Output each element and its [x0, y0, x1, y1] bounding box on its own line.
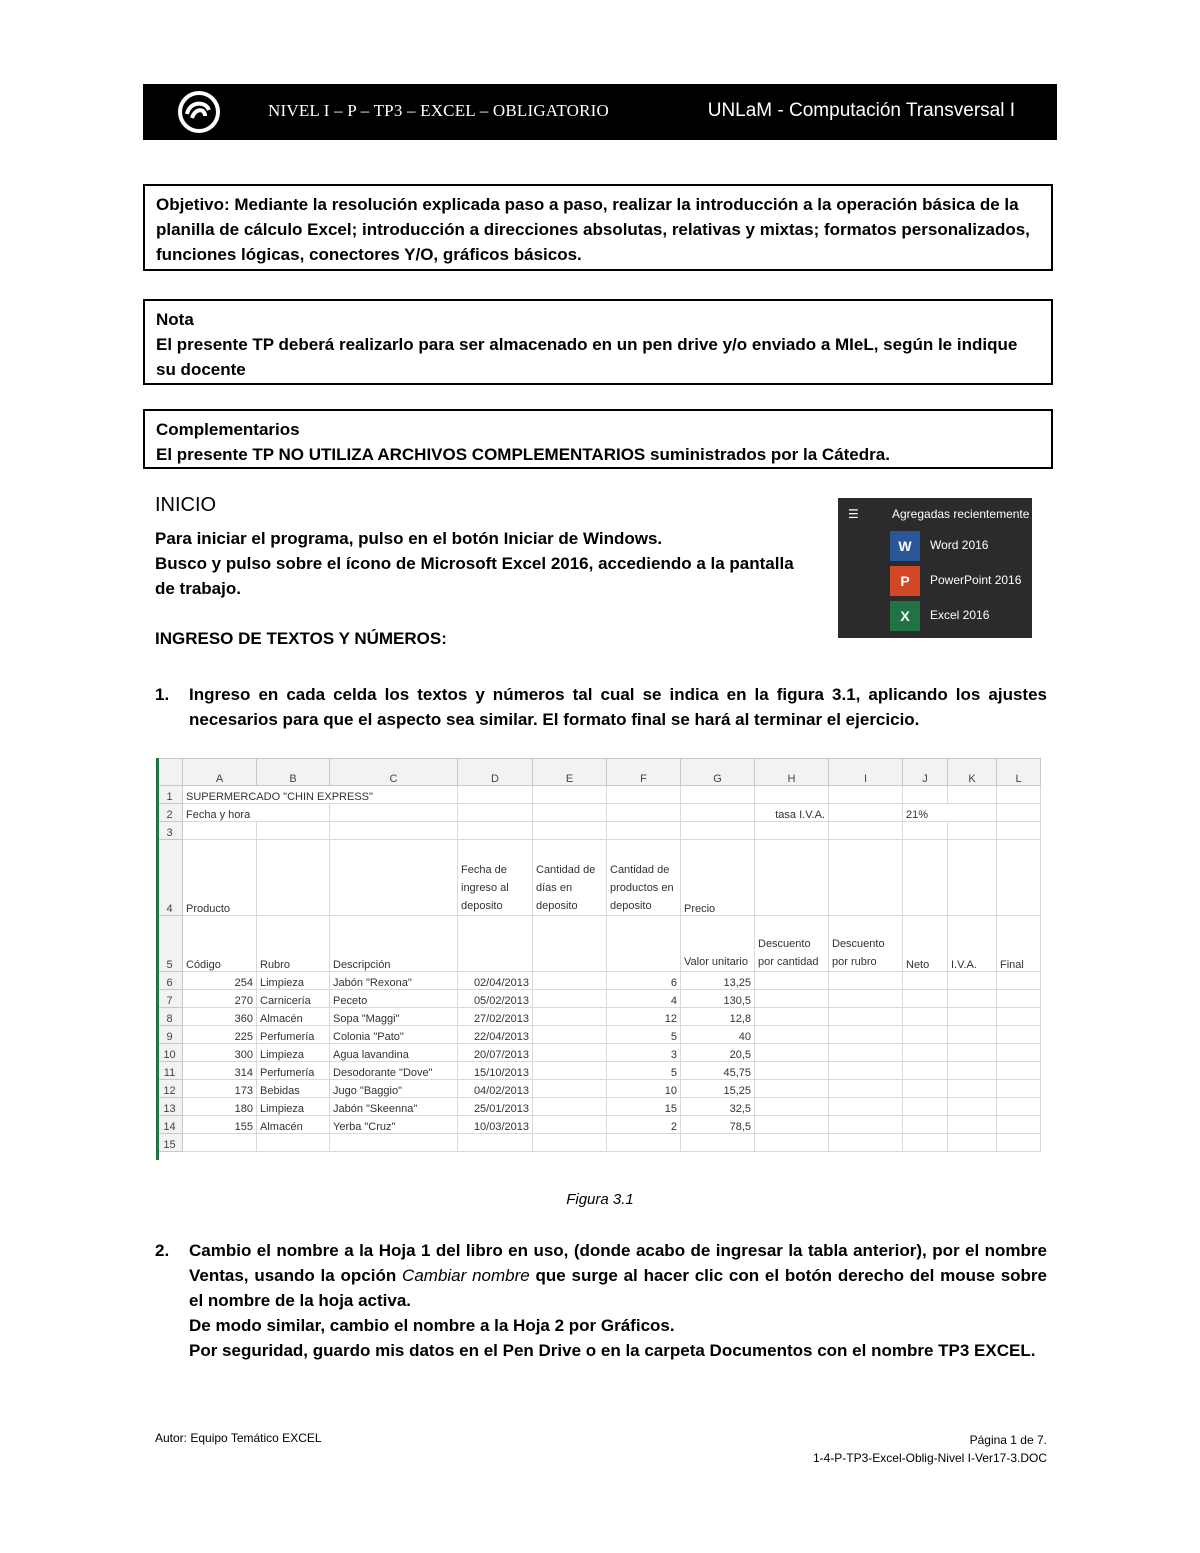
cell-descripcion[interactable]: Jugo "Baggio" [330, 1080, 458, 1098]
cell-empty[interactable] [533, 1044, 607, 1062]
row-header[interactable]: 2 [157, 804, 183, 822]
cell-descripcion[interactable]: Desodorante "Dove" [330, 1062, 458, 1080]
objective-label: Objetivo: [156, 195, 230, 214]
cell-empty[interactable] [997, 1080, 1041, 1098]
sheet-data-row [157, 1044, 1041, 1062]
ingreso-heading: INGRESO DE TEXTOS Y NÚMEROS: [155, 629, 447, 648]
cell-valor[interactable]: 45,75 [681, 1062, 755, 1080]
cell-fecha-hora[interactable]: Fecha y hora [183, 804, 330, 822]
cell-desc-cantidad[interactable]: Descuento por cantidad [755, 916, 829, 972]
sheet-data-row [157, 972, 1041, 990]
cell-codigo[interactable]: 254 [183, 972, 257, 990]
cell-empty[interactable] [948, 1098, 997, 1116]
note-label: Nota [156, 310, 194, 329]
cell-valor[interactable]: 40 [681, 1026, 755, 1044]
cell-empty[interactable] [829, 1044, 903, 1062]
inicio-line-2: Busco y pulso sobre el ícono de Microsoft Excel 2016, accediendo a la pantalla de trabajo. [155, 554, 794, 598]
cell-rubro[interactable]: Perfumería [257, 1062, 330, 1080]
figure-caption: Figura 3.1 [566, 1191, 634, 1208]
cell-empty[interactable] [948, 972, 997, 990]
cell-cantidad[interactable]: 12 [607, 1008, 681, 1026]
cell-cantidad[interactable]: 5 [607, 1062, 681, 1080]
cell-empty[interactable] [903, 1116, 948, 1134]
cell-empty[interactable] [755, 990, 829, 1008]
start-menu-screenshot [838, 498, 1032, 638]
row-header[interactable]: 10 [157, 1044, 183, 1062]
cell-empty[interactable] [533, 1098, 607, 1116]
row-header[interactable]: 6 [157, 972, 183, 990]
cell-valor-unitario[interactable]: Valor unitario [681, 916, 755, 972]
cell-cantidad-productos[interactable]: Cantidad de productos en deposito [607, 840, 681, 916]
cell-empty[interactable] [829, 1026, 903, 1044]
unlam-logo-icon [177, 90, 221, 134]
footer-author: Autor: Equipo Temático EXCEL [155, 1431, 322, 1445]
word-label: Word 2016 [930, 538, 989, 552]
cell-valor[interactable]: 130,5 [681, 990, 755, 1008]
cell-empty[interactable] [755, 1044, 829, 1062]
cell-empty[interactable] [997, 1026, 1041, 1044]
cell-empty[interactable] [533, 1062, 607, 1080]
cell-fecha[interactable]: 15/10/2013 [458, 1062, 533, 1080]
col-header-h[interactable]: H [755, 759, 829, 786]
cell-cantidad[interactable]: 15 [607, 1098, 681, 1116]
cell-valor[interactable]: 78,5 [681, 1116, 755, 1134]
cell-empty[interactable] [903, 1026, 948, 1044]
cell-codigo[interactable]: 225 [183, 1026, 257, 1044]
cell-codigo[interactable]: 270 [183, 990, 257, 1008]
step-2-text-a: Cambio el nombre a la Hoja 1 del libro en uso, (donde acabo de ingresar la tabla anterior), por el nombre Ventas, usando la opción [189, 1241, 1047, 1285]
cell-empty[interactable] [533, 990, 607, 1008]
cell-empty[interactable] [533, 972, 607, 990]
step-2-text-b: que surge al hacer clic con el botón derecho del mouse sobre el nombre de la hoja activa. [189, 1266, 1047, 1310]
spreadsheet-table [156, 758, 1041, 1152]
footer-right [813, 1431, 1047, 1467]
cell-descripcion[interactable]: Agua lavandina [330, 1044, 458, 1062]
cell-rubro[interactable]: Carnicería [257, 990, 330, 1008]
cell-empty[interactable] [829, 1116, 903, 1134]
recent-heading: Agregadas recientemente [892, 507, 1030, 521]
sheet-row-3 [157, 822, 1041, 840]
cell-cantidad[interactable]: 6 [607, 972, 681, 990]
cell-empty[interactable] [829, 990, 903, 1008]
cell-cantidad[interactable]: 2 [607, 1116, 681, 1134]
col-header-e[interactable]: E [533, 759, 607, 786]
excel-icon: X [890, 601, 920, 631]
footer-page: Página 1 de 7. [969, 1433, 1047, 1447]
cell-empty[interactable] [829, 972, 903, 990]
cell-rubro[interactable]: Limpieza [257, 1044, 330, 1062]
cell-fecha[interactable]: 27/02/2013 [458, 1008, 533, 1026]
cell-empty[interactable] [755, 1098, 829, 1116]
cell-rubro[interactable]: Almacén [257, 1008, 330, 1026]
col-header-g[interactable]: G [681, 759, 755, 786]
complementary-box [143, 409, 1053, 469]
sheet-data-row [157, 1080, 1041, 1098]
cell-empty[interactable] [997, 1098, 1041, 1116]
cell-codigo[interactable]: 300 [183, 1044, 257, 1062]
spreadsheet-figure [156, 758, 1045, 1160]
cell-empty[interactable] [997, 1116, 1041, 1134]
cell-empty[interactable] [903, 1098, 948, 1116]
cell-descripcion[interactable]: Jabón "Skeenna" [330, 1098, 458, 1116]
cell-descripcion[interactable]: Colonia "Pato" [330, 1026, 458, 1044]
cell-empty[interactable] [829, 1062, 903, 1080]
cell-valor[interactable]: 20,5 [681, 1044, 755, 1062]
cell-descripcion[interactable]: Yerba "Cruz" [330, 1116, 458, 1134]
step-2-number: 2. [155, 1241, 170, 1260]
cell-desc-rubro[interactable]: Descuento por rubro [829, 916, 903, 972]
cell-rubro[interactable]: Rubro [257, 916, 330, 972]
row-header[interactable]: 9 [157, 1026, 183, 1044]
cell-descripcion[interactable]: Sopa "Maggi" [330, 1008, 458, 1026]
header-banner [143, 84, 1057, 140]
column-header-row [157, 759, 1041, 786]
footer-filename: 1-4-P-TP3-Excel-Oblig-Nivel I-Ver17-3.DOC [812, 1451, 1047, 1465]
step-2-italic: Cambiar nombre [402, 1266, 530, 1285]
row-header[interactable]: 13 [157, 1098, 183, 1116]
cell-empty[interactable] [903, 1080, 948, 1098]
cell-tasa-iva-value[interactable]: 21% [903, 804, 997, 822]
col-header-j[interactable]: J [903, 759, 948, 786]
cell-cantidad[interactable]: 3 [607, 1044, 681, 1062]
cell-codigo[interactable]: 155 [183, 1116, 257, 1134]
sheet-data-row [157, 1116, 1041, 1134]
cell-rubro[interactable]: Limpieza [257, 1098, 330, 1116]
cell-valor[interactable]: 32,5 [681, 1098, 755, 1116]
cell-cantidad-dias[interactable]: Cantidad de días en deposito [533, 840, 607, 916]
step-2-line-3: Por seguridad, guardo mis datos en el Pen Drive o en la carpeta Documentos con el nombre TP3 EXCEL. [189, 1341, 1036, 1360]
cell-empty[interactable] [533, 1116, 607, 1134]
step-2-text [189, 1238, 1047, 1313]
cell-fecha[interactable]: 02/04/2013 [458, 972, 533, 990]
sheet-data-row [157, 1008, 1041, 1026]
hamburger-icon: ☰ [848, 507, 859, 521]
cell-empty[interactable] [829, 1080, 903, 1098]
cell-empty[interactable] [533, 1008, 607, 1026]
cell-empty[interactable] [948, 1008, 997, 1026]
cell-empty[interactable] [829, 1008, 903, 1026]
sheet-row-2 [157, 804, 1041, 822]
cell-cantidad[interactable]: 10 [607, 1080, 681, 1098]
cell-fecha[interactable]: 04/02/2013 [458, 1080, 533, 1098]
col-header-f[interactable]: F [607, 759, 681, 786]
sheet-data-rows [157, 972, 1041, 1134]
note-box [143, 299, 1053, 385]
cell-empty[interactable] [533, 1026, 607, 1044]
step-2-line-2: De modo similar, cambio el nombre a la Hoja 2 por Gráficos. [189, 1316, 675, 1335]
cell-empty[interactable] [997, 972, 1041, 990]
row-header[interactable]: 3 [157, 822, 183, 840]
cell-codigo[interactable]: 180 [183, 1098, 257, 1116]
step-1 [155, 682, 1047, 732]
sheet-row-15 [157, 1134, 1041, 1152]
row-header[interactable]: 15 [157, 1134, 183, 1152]
cell-valor[interactable]: 13,25 [681, 972, 755, 990]
cell-empty[interactable] [755, 1026, 829, 1044]
cell-producto[interactable]: Producto [183, 840, 257, 916]
col-header-c[interactable]: C [330, 759, 458, 786]
cell-empty[interactable] [948, 1044, 997, 1062]
cell-descripcion[interactable]: Peceto [330, 990, 458, 1008]
cell-rubro[interactable]: Perfumería [257, 1026, 330, 1044]
sheet-selection-edge [156, 758, 159, 1160]
cell-codigo[interactable]: Código [183, 916, 257, 972]
sheet-data-row [157, 1026, 1041, 1044]
cell-final[interactable]: Final [997, 916, 1041, 972]
col-header-k[interactable]: K [948, 759, 997, 786]
cell-descripcion[interactable]: Descripción [330, 916, 458, 972]
powerpoint-icon: P [890, 566, 920, 596]
cell-empty[interactable] [755, 1116, 829, 1134]
note-text: El presente TP deberá realizarlo para ser almacenado en un pen drive y/o enviado a MIeL, según le indique su docente [156, 335, 1018, 379]
cell-empty[interactable] [997, 1062, 1041, 1080]
col-header-l[interactable]: L [997, 759, 1041, 786]
sheet-row-1 [157, 786, 1041, 804]
cell-tasa-iva-label[interactable]: tasa I.V.A. [755, 804, 829, 822]
sheet-data-row [157, 1062, 1041, 1080]
cell-descripcion[interactable]: Jabón "Rexona" [330, 972, 458, 990]
row-header[interactable]: 11 [157, 1062, 183, 1080]
cell-empty[interactable] [948, 990, 997, 1008]
cell-empty[interactable] [829, 1098, 903, 1116]
cell-fecha[interactable]: 22/04/2013 [458, 1026, 533, 1044]
step-2 [155, 1238, 1047, 1363]
cell-empty[interactable] [948, 1080, 997, 1098]
row-header[interactable]: 4 [157, 840, 183, 916]
cell-empty[interactable] [755, 1008, 829, 1026]
col-header-d[interactable]: D [458, 759, 533, 786]
col-header-i[interactable]: I [829, 759, 903, 786]
cell-fecha[interactable]: 25/01/2013 [458, 1098, 533, 1116]
cell-cantidad[interactable]: 4 [607, 990, 681, 1008]
step-1-text: Ingreso en cada celda los textos y números tal cual se indica en la figura 3.1, aplicando los ajustes necesarios para que el aspecto sea similar. El formato final se hará al terminar el ejercicio. [189, 685, 1047, 729]
cell-empty[interactable] [755, 1080, 829, 1098]
cell-empty[interactable] [903, 1044, 948, 1062]
row-header[interactable]: 14 [157, 1116, 183, 1134]
sheet-data-row [157, 1098, 1041, 1116]
word-icon: W [890, 531, 920, 561]
cell-rubro[interactable]: Bebidas [257, 1080, 330, 1098]
document-title: NIVEL I – P – TP3 – EXCEL – OBLIGATORIO [268, 101, 610, 120]
inicio-paragraph [155, 526, 815, 601]
excel-label: Excel 2016 [930, 608, 990, 622]
inicio-heading: INICIO [155, 494, 217, 516]
cell-empty[interactable] [755, 972, 829, 990]
cell-valor[interactable]: 15,25 [681, 1080, 755, 1098]
cell-empty[interactable] [997, 990, 1041, 1008]
cell-neto[interactable]: Neto [903, 916, 948, 972]
cell-empty[interactable] [903, 972, 948, 990]
cell-fecha[interactable]: 05/02/2013 [458, 990, 533, 1008]
cell-fecha[interactable]: 10/03/2013 [458, 1116, 533, 1134]
cell-codigo[interactable]: 173 [183, 1080, 257, 1098]
cell-empty[interactable] [903, 990, 948, 1008]
cell-empty[interactable] [948, 1116, 997, 1134]
cell-empty[interactable] [755, 1062, 829, 1080]
col-header-b[interactable]: B [257, 759, 330, 786]
row-header[interactable]: 7 [157, 990, 183, 1008]
cell-codigo[interactable]: 314 [183, 1062, 257, 1080]
cell-cantidad[interactable]: 5 [607, 1026, 681, 1044]
select-all-corner[interactable] [157, 759, 183, 786]
row-header[interactable]: 12 [157, 1080, 183, 1098]
cell-title[interactable]: SUPERMERCADO "CHIN EXPRESS" [183, 786, 458, 804]
inicio-line-1: Para iniciar el programa, pulso en el botón Iniciar de Windows. [155, 529, 663, 548]
sheet-row-5 [157, 916, 1041, 972]
cell-precio[interactable]: Precio [681, 840, 755, 916]
cell-empty[interactable] [903, 1062, 948, 1080]
powerpoint-label: PowerPoint 2016 [930, 573, 1022, 587]
cell-iva[interactable]: I.V.A. [948, 916, 997, 972]
cell-empty[interactable] [533, 1080, 607, 1098]
cell-valor[interactable]: 12,8 [681, 1008, 755, 1026]
row-header[interactable]: 1 [157, 786, 183, 804]
complementary-label: Complementarios [156, 420, 300, 439]
sheet-data-row [157, 990, 1041, 1008]
row-header[interactable]: 8 [157, 1008, 183, 1026]
sheet-row-4 [157, 840, 1041, 916]
row-header[interactable]: 5 [157, 916, 183, 972]
cell-rubro[interactable]: Limpieza [257, 972, 330, 990]
cell-empty[interactable] [997, 1008, 1041, 1026]
objective-text: Mediante la resolución explicada paso a paso, realizar la introducción a la operación básica de la planilla de cálculo Excel; introducción a direcciones absolutas, relativas y mixtas; formatos personalizados, funciones lógicas, conectores Y/O, gráficos básicos. [156, 195, 1030, 264]
cell-empty[interactable] [997, 1044, 1041, 1062]
cell-rubro[interactable]: Almacén [257, 1116, 330, 1134]
cell-codigo[interactable]: 360 [183, 1008, 257, 1026]
cell-empty[interactable] [948, 1026, 997, 1044]
col-header-a[interactable]: A [183, 759, 257, 786]
complementary-text: El presente TP NO UTILIZA ARCHIVOS COMPLEMENTARIOS suministrados por la Cátedra. [156, 445, 890, 464]
cell-fecha[interactable]: 20/07/2013 [458, 1044, 533, 1062]
cell-empty[interactable] [903, 1008, 948, 1026]
start-menu-header [848, 507, 1029, 521]
objective-box [143, 184, 1053, 271]
cell-empty[interactable] [948, 1062, 997, 1080]
cell-fecha-ingreso[interactable]: Fecha de ingreso al deposito [458, 840, 533, 916]
institution-name: UNLaM - Computación Transversal I [707, 100, 1015, 121]
step-1-number: 1. [155, 685, 170, 704]
